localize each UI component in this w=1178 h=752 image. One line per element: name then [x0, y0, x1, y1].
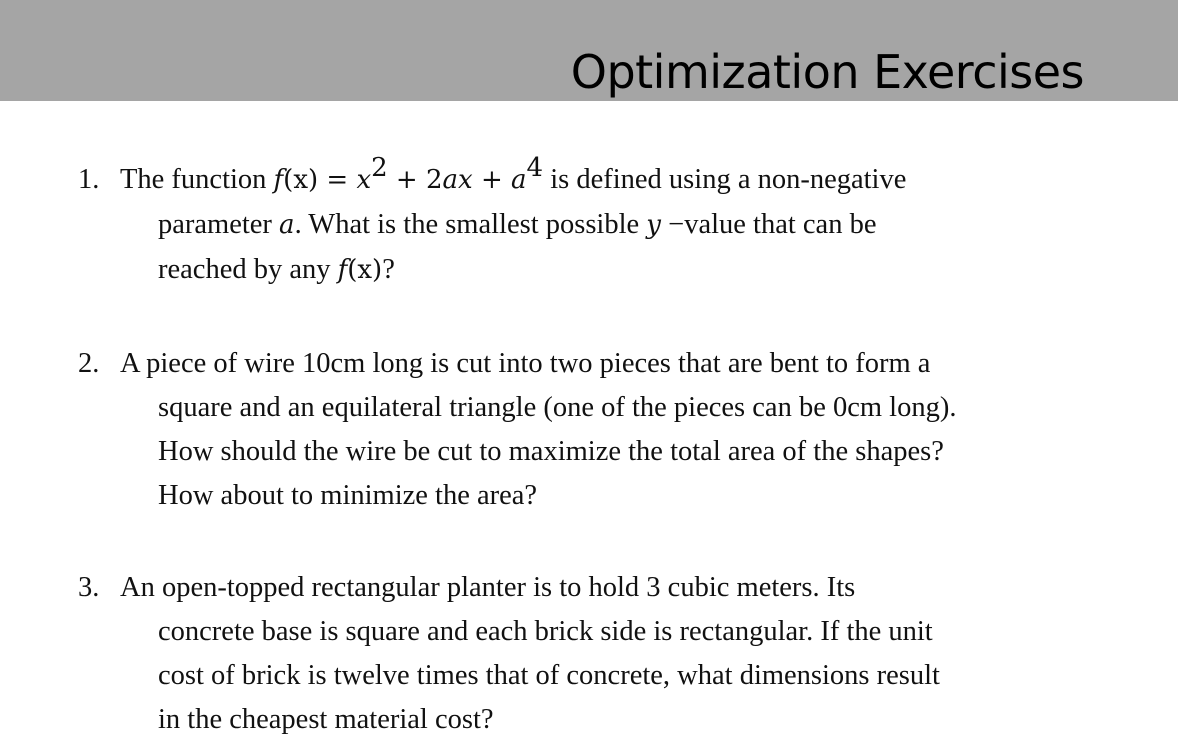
text: A piece of wire 10cm long is cut into two pieces that are bent to form a: [120, 348, 931, 379]
math-y: y: [646, 210, 661, 240]
math-f: f: [273, 165, 284, 195]
page-title: Optimization Exercises: [570, 45, 1084, 99]
problem-2-line-2: square and an equilateral triangle (one of the pieces can be 0cm long).: [158, 392, 957, 423]
math-exponent: 4: [526, 153, 544, 183]
math-plus: +: [472, 165, 512, 195]
problem-3-line-4: in the cheapest material cost?: [158, 704, 494, 735]
math-x: x: [356, 165, 372, 195]
text: ?: [382, 254, 395, 285]
math-a: a: [511, 165, 527, 195]
title-bar: [0, 0, 1178, 101]
math-f: f: [337, 255, 348, 285]
problem-1: [78, 153, 1118, 292]
problem-number: 1.: [78, 164, 100, 195]
math-ax: ax: [442, 165, 473, 195]
math-equals: =: [318, 165, 357, 195]
problem-3: [78, 566, 1118, 742]
problem-1-line-2: [78, 202, 1118, 247]
problem-3-line-3: cost of brick is twelve times that of concrete, what dimensions result: [158, 660, 940, 691]
text: An open-topped rectangular planter is to hold 3 cubic meters. Its: [120, 572, 856, 603]
math-paren: (x): [347, 255, 383, 285]
text: −value that can be: [661, 209, 877, 240]
math-plus: + 2: [387, 165, 443, 195]
problem-1-line-3: [78, 247, 1118, 292]
text: The function: [120, 164, 274, 195]
problem-3-line-1: [78, 566, 1118, 610]
text: parameter: [158, 209, 280, 240]
problem-2: [78, 342, 1118, 518]
problem-2-line-1: [78, 342, 1118, 386]
text: reached by any: [158, 254, 338, 285]
problem-1-line-1: [78, 153, 1118, 202]
problem-2-line-4: How about to minimize the area?: [158, 480, 538, 511]
math-a: a: [279, 210, 295, 240]
problem-3-line-2: concrete base is square and each brick side is rectangular. If the unit: [158, 616, 933, 647]
problem-number: 2.: [78, 348, 100, 379]
math-exponent: 2: [371, 153, 388, 183]
text: . What is the smallest possible: [294, 209, 647, 240]
math-paren: (x): [283, 165, 319, 195]
problem-2-line-3: How should the wire be cut to maximize the total area of the shapes?: [158, 436, 944, 467]
text: is defined using a non-negative: [543, 164, 907, 195]
problem-number: 3.: [78, 572, 100, 603]
